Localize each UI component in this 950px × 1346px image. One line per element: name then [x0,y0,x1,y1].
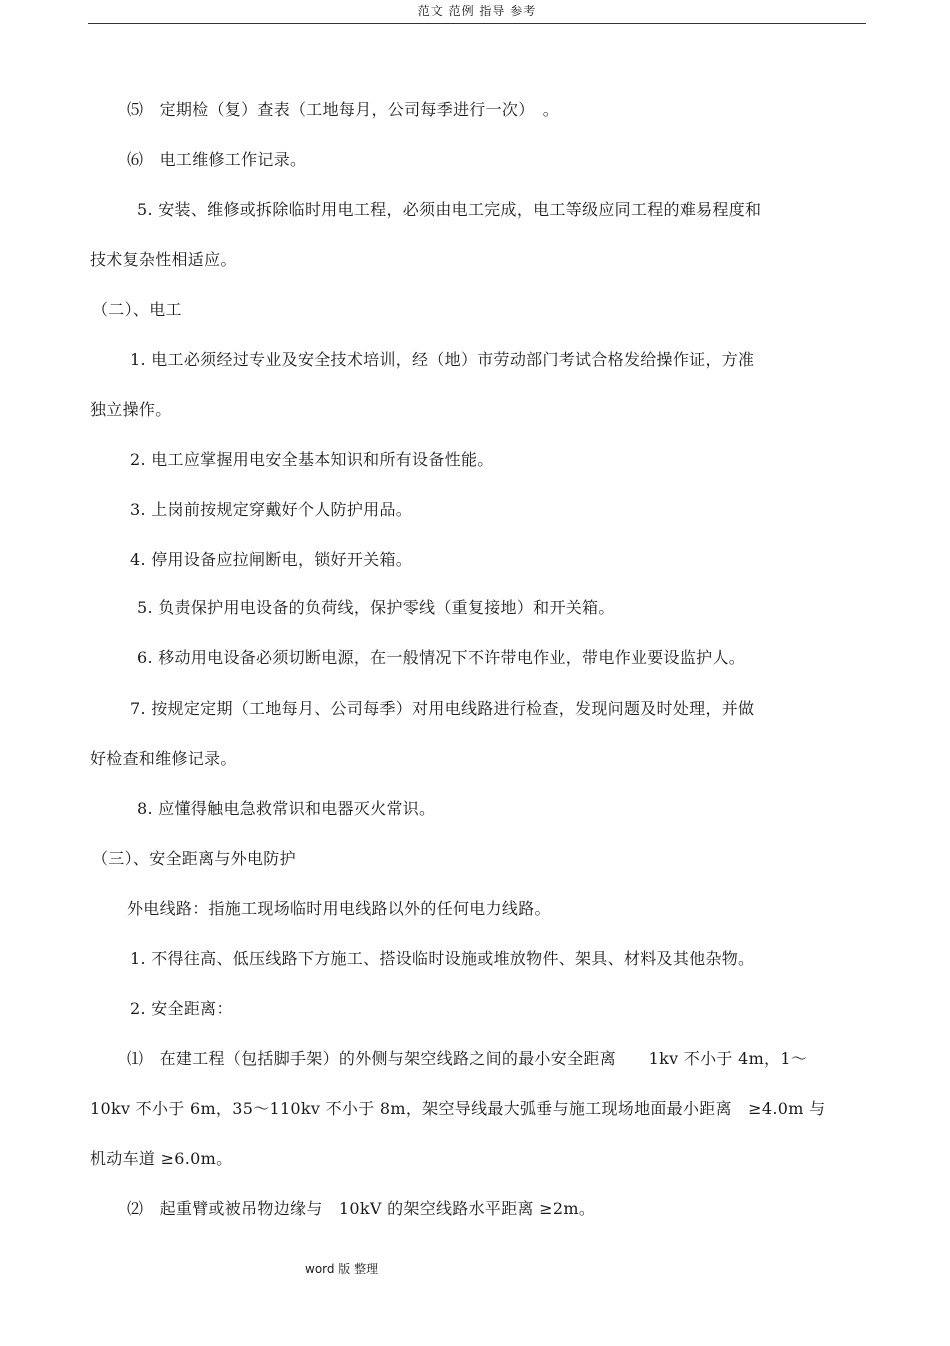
paragraph: 10kv 不小于 6m，35～110kv 不小于 8m，架空导线最大弧垂与施工现场地面最小距离 ≥4.0m 与 [90,1099,826,1118]
paragraph: 技术复杂性相适应。 [90,250,237,269]
paragraph: 外电线路：指施工现场临时用电线路以外的任何电力线路。 [127,899,551,918]
paragraph: 4. 停用设备应拉闸断电，锁好开关箱。 [130,550,413,569]
paragraph: 机动车道 ≥6.0m。 [90,1149,233,1168]
paragraph: 6. 移动用电设备必须切断电源，在一般情况下不许带电作业，带电作业要设监护人。 [137,648,746,667]
paragraph: 5. 负责保护用电设备的负荷线，保护零线（重复接地）和开关箱。 [137,598,615,617]
paragraph: 7. 按规定定期（工地每月、公司每季）对用电线路进行检查，发现问题及时处理，并做 [130,699,755,718]
paragraph: ⑹ 电工维修工作记录。 [127,150,307,169]
section-heading: （三）、安全距离与外电防护 [92,849,296,868]
paragraph: 5. 安装、维修或拆除临时用电工程，必须由电工完成，电工等级应同工程的难易程度和 [137,200,762,219]
page-header: 范文 范例 指导 参考 [88,0,866,24]
paragraph: 3. 上岗前按规定穿戴好个人防护用品。 [130,500,413,519]
paragraph: 好检查和维修记录。 [90,749,237,768]
paragraph: 2. 安全距离： [130,999,233,1018]
paragraph: ⑵ 起重臂或被吊物边缘与 10kV 的架空线路水平距离 ≥2m。 [127,1199,596,1218]
paragraph: 1. 电工必须经过专业及安全技术培训，经（地）市劳动部门考试合格发给操作证，方准 [130,350,755,369]
paragraph: 1. 不得往高、低压线路下方施工、搭设临时设施或堆放物件、架具、材料及其他杂物。 [130,949,755,968]
section-heading: （二）、电工 [92,300,182,319]
paragraph: ⑸ 定期检（复）查表（工地每月，公司每季进行一次） 。 [127,100,560,119]
page-footer: word 版 整理 [305,1262,379,1276]
paragraph: 8. 应懂得触电急救常识和电器灭火常识。 [137,799,436,818]
paragraph: 独立操作。 [90,400,172,419]
paragraph: ⑴ 在建工程（包括脚手架）的外侧与架空线路之间的最小安全距离 1kv 不小于 4m，1～ [127,1049,808,1068]
paragraph: 2. 电工应掌握用电安全基本知识和所有设备性能。 [130,450,494,469]
